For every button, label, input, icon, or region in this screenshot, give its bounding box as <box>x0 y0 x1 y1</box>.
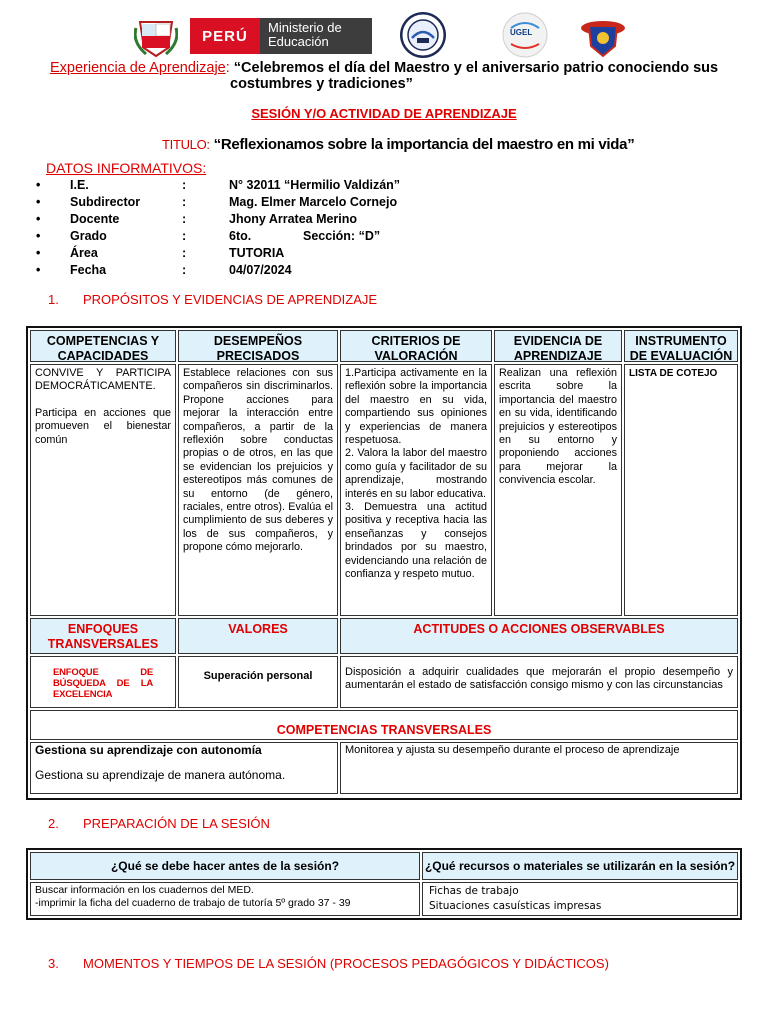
preparacion-right-line1: Fichas de trabajo <box>429 885 519 897</box>
dato-row <box>36 195 436 212</box>
dato-colon: : <box>182 263 187 277</box>
institution-shield-icon <box>578 18 628 58</box>
datos-heading: DATOS INFORMATIVOS: <box>46 160 207 176</box>
preparacion-left-line1: Buscar información en los cuadernos del MED. <box>35 884 254 896</box>
dato-colon: : <box>182 178 187 192</box>
dato-row <box>36 229 436 246</box>
dato-value: Jhony Arratea Merino <box>229 212 358 226</box>
dato-label: Grado <box>70 229 107 243</box>
dato-row <box>36 212 436 229</box>
dato-label: I.E. <box>70 178 89 192</box>
experiencia-line1: “Celebremos el día del Maestro y el aniversario patrio conociendo sus <box>233 60 719 76</box>
enfoque-cell: ENFOQUE DE BÚSQUEDA DE LA EXCELENCIA <box>30 656 176 708</box>
session-title <box>162 136 634 153</box>
criterios-cell <box>340 364 492 616</box>
dato-row <box>36 246 436 263</box>
experiencia-text <box>50 60 720 92</box>
enfoques-header: ENFOQUES TRANSVERSALES <box>30 618 176 654</box>
school-emblem-icon <box>400 12 446 58</box>
criterio-3: 3. Demuestra una actitud positiva y receptiva hacia las enseñanzas y consejos brindados por su maestro, evidenciando una relación de confianza y respeto mutuo. <box>345 501 487 581</box>
preparacion-header-right: ¿Qué recursos o materiales se utilizarán en la sesión? <box>422 852 738 880</box>
dato-value: 04/07/2024 <box>229 263 292 277</box>
dato-colon: : <box>182 229 187 243</box>
competencias-transversales-header: COMPETENCIAS TRANSVERSALES <box>30 710 738 740</box>
criterio-2: 2. Valora la labor del maestro como guía y facilitador de su aprendizaje, mostrando interés en su labor educativa. <box>345 447 487 500</box>
dato-extra: Sección: “D” <box>303 229 381 243</box>
header-instrumento: INSTRUMENTO DE EVALUACIÓN <box>624 330 738 362</box>
preparacion-left-cell <box>30 882 420 916</box>
ministerio-label: Ministerio de Educación <box>260 18 372 54</box>
evidencia-cell: Realizan una reflexión escrita sobre la importancia del maestro en su vida, identificando prejuicios y estereotipos en su entorno y proponiendo acciones para mejorar la convivencia escolar. <box>494 364 622 616</box>
dato-label: Docente <box>70 212 120 226</box>
comp-trans-left <box>30 742 338 794</box>
ugel-label: UGEL <box>510 28 533 37</box>
datos-list <box>36 178 436 280</box>
dato-colon: : <box>182 246 187 260</box>
dato-row <box>36 263 436 280</box>
desempeno-cell: Establece relaciones con sus compañeros sin discriminarlos. Propone acciones para mejorar la interacción entre compañeros, a partir de la reflexión sobre conductas propias o de otros, en las que se evidencian los prejuicios y estereotipos más comunes de su entorno (de género, raciales, entre otros). Evalúa el cumplimiento de sus deberes y los de sus compañeros, y propone cómo mejorarlo. <box>178 364 338 616</box>
valores-header: VALORES <box>178 618 338 654</box>
criterio-1: 1.Participa activamente en la reflexión sobre la importancia del maestro en su vida, compartiendo sus opiniones y experiencias de manera respetuosa. <box>345 367 487 447</box>
dato-value: TUTORIA <box>229 246 285 260</box>
bullet-icon: • <box>36 263 41 277</box>
sesion-heading: SESIÓN Y/O ACTIVIDAD DE APRENDIZAJE <box>251 106 517 121</box>
experiencia-label: Experiencia de Aprendizaje <box>50 60 226 76</box>
comp-trans-title: Gestiona su aprendizaje con autonomía <box>35 743 262 757</box>
dato-label: Fecha <box>70 263 107 277</box>
preparacion-header-left: ¿Qué se debe hacer antes de la sesión? <box>30 852 420 880</box>
preparacion-right-cell <box>422 882 738 916</box>
bullet-icon: • <box>36 246 41 260</box>
experiencia-line2: costumbres y tradiciones” <box>230 76 413 92</box>
preparacion-table <box>26 848 742 920</box>
section-2-title: PREPARACIÓN DE LA SESIÓN <box>83 816 270 831</box>
peru-label: PERÚ <box>190 18 260 54</box>
dato-colon: : <box>182 195 187 209</box>
minedu-logo <box>190 18 372 54</box>
section-2-number: 2. <box>48 816 59 831</box>
capacidad-text: Participa en acciones que promueven el bienestar común <box>35 406 171 446</box>
actitudes-header: ACTITUDES O ACCIONES OBSERVABLES <box>340 618 738 654</box>
dato-label: Área <box>70 246 98 260</box>
instrumento-cell: LISTA DE COTEJO <box>624 364 738 616</box>
section-2-heading <box>48 816 270 831</box>
proposito-table <box>26 326 742 800</box>
section-1-number: 1. <box>48 292 59 307</box>
preparacion-left-line2: -imprimir la ficha del cuaderno de trabajo de tutoría 5º grado 37 - 39 <box>35 897 351 909</box>
titulo-label: TITULO: <box>162 137 210 152</box>
header-evidencia: EVIDENCIA DE APRENDIZAJE <box>494 330 622 362</box>
logo-bar <box>0 8 768 60</box>
bullet-icon: • <box>36 229 41 243</box>
competencia-cell <box>30 364 176 616</box>
section-1-title: PROPÓSITOS Y EVIDENCIAS DE APRENDIZAJE <box>83 292 378 307</box>
experiencia-colon: : <box>225 60 230 76</box>
header-desempenos: DESEMPEÑOS PRECISADOS <box>178 330 338 362</box>
bullet-icon: • <box>36 178 41 192</box>
titulo-text: “Reflexionamos sobre la importancia del maestro en mi vida” <box>213 136 635 153</box>
peru-coat-of-arms-icon <box>134 18 178 58</box>
valor-cell: Superación personal <box>178 656 338 708</box>
dato-value: 6to. <box>229 229 252 243</box>
bullet-icon: • <box>36 212 41 226</box>
header-competencias: COMPETENCIAS Y CAPACIDADES <box>30 330 176 362</box>
dato-value: N° 32011 “Hermilio Valdizán” <box>229 178 401 192</box>
comp-trans-desc: Monitorea y ajusta su desempeño durante el proceso de aprendizaje <box>340 742 738 794</box>
dato-colon: : <box>182 212 187 226</box>
header-criterios: CRITERIOS DE VALORACIÓN <box>340 330 492 362</box>
bullet-icon: • <box>36 195 41 209</box>
competencia-text: CONVIVE Y PARTICIPA DEMOCRÁTICAMENTE. <box>35 367 171 393</box>
dato-value: Mag. Elmer Marcelo Cornejo <box>229 195 398 209</box>
section-1-heading <box>48 292 377 307</box>
section-3-title: MOMENTOS Y TIEMPOS DE LA SESIÓN (PROCESOS PEDAGÓGICOS Y DIDÁCTICOS) <box>83 956 609 971</box>
dato-label: Subdirector <box>70 195 141 209</box>
section-3-number: 3. <box>48 956 59 971</box>
comp-trans-text: Gestiona su aprendizaje de manera autónoma. <box>35 768 286 782</box>
section-3-heading <box>48 956 609 971</box>
actitud-cell: Disposición a adquirir cualidades que mejorarán el propio desempeño y aumentarán el estado de satisfacción consigo mismo y con las circunstancias <box>340 656 738 708</box>
preparacion-right-line2: Situaciones casuísticas impresas <box>429 900 602 912</box>
dato-row <box>36 178 436 195</box>
